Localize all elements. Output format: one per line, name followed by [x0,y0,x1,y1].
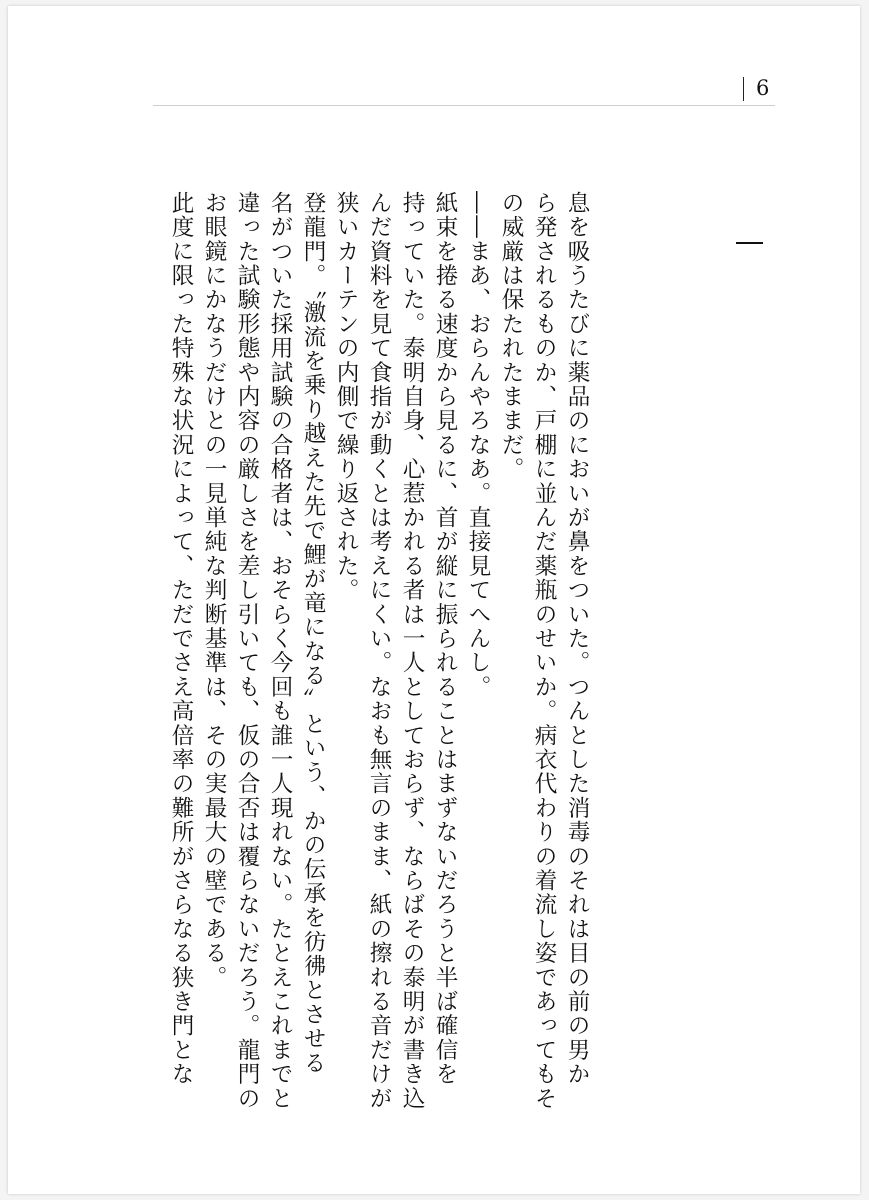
text-column-4: ――まあ、おらんやろなあ。直接見てへんし。 [465,191,491,700]
text-column-10: 名がついた採用試験の合格者は、おそらく今回も誰一人現れない。たとえこれまでと [267,191,293,1111]
text-column-6: 持っていた。泰明自身、心惹かれる者は一人としておらず、ならばその泰明が書き込 [399,191,425,1111]
page-number: 6 [756,76,770,100]
text-column-13: 此度に限った特殊な状況によって、ただでさえ高倍率の難所がさらなる狭き門とな [168,191,194,1087]
text-column-11: 違った試験形態や内容の厳しさを差し引いても、仮の合否は覆らないだろう。龍門の [234,191,260,1111]
page-number-divider [743,77,744,101]
text-column-3: の威厳は保たれたままだ。 [498,191,524,482]
text-column-9: 登龍門。〝激流を乗り越えた先で鯉が竜になる〟という、かの伝承を彷彿とさせる [300,191,326,1076]
text-column-8: 狭いカーテンの内側で繰り返された。 [333,191,359,603]
text-column-12: お眼鏡にかなうだけとの一見単純な判断基準は、その実最大の壁である。 [201,191,227,990]
text-column-2: ら発されるものか、戸棚に並んだ薬瓶のせいか。病衣代わりの着流し姿であってもそ [531,191,557,1111]
text-column-1: 息を吸うたびに薬品のにおいが鼻をついた。つんとした消毒のそれは目の前の男か [564,191,590,1087]
text-column-5: 紙束を捲る速度から見るに、首が縦に振られることはまずないだろうと半ば確信を [432,191,458,1087]
chapter-mark-one [736,242,763,244]
text-column-7: んだ資料を見て食指が動くとは考えにくい。なおも無言のまま、紙の擦れる音だけが [366,191,392,1111]
book-page [8,6,860,1194]
header-rule [153,105,775,106]
